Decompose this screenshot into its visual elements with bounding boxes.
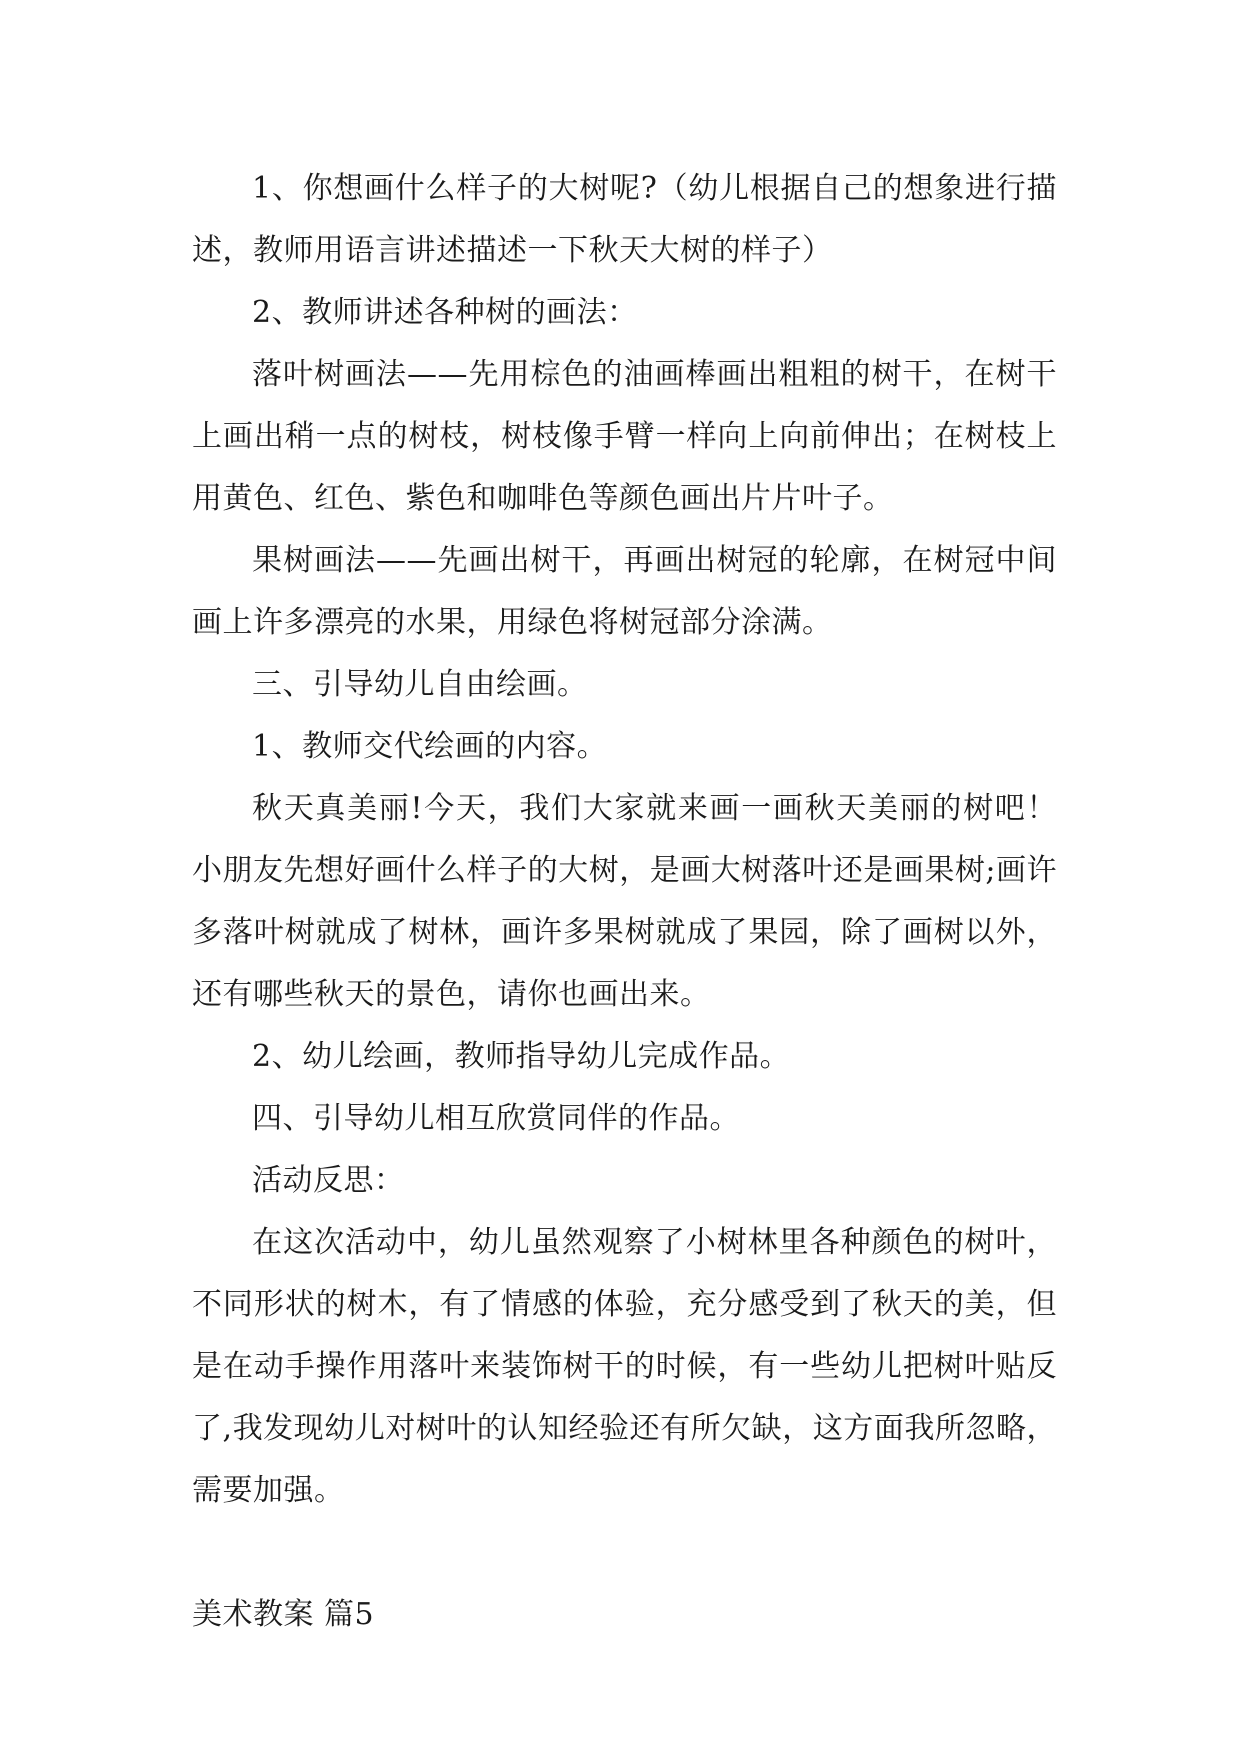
paragraph-content-intro: 1、教师交代绘画的内容。 [252,729,608,764]
paragraph-question: 1、你想画什么样子的大树呢?（幼儿根据自己的想象进行描述，教师用语言讲述描述一下秋天大树的样子） [192,171,1057,268]
paragraph-step-four: 四、引导幼儿相互欣赏同伴的作品。 [252,1101,740,1136]
paragraph-autumn: 秋天真美丽!今天，我们大家就来画一画秋天美丽的树吧！小朋友先想好画什么样子的大树，是画大树落叶还是画果树;画许多落叶树就成了树林，画许多果树就成了果园，除了画树以外，还有哪些秋天的景色，请你也画出来。 [192,791,1057,1012]
paragraph-fruit-tree: 果树画法——先画出树干，再画出树冠的轮廓，在树冠中间画上许多漂亮的水果，用绿色将树冠部分涂满。 [192,543,1057,640]
paragraph-reflection-title: 活动反思： [252,1163,405,1198]
paragraph-methods-intro: 2、教师讲述各种树的画法： [252,295,638,330]
paragraph-step-three: 三、引导幼儿自由绘画。 [252,667,588,702]
paragraph-reflection: 在这次活动中，幼儿虽然观察了小树林里各种颜色的树叶，不同形状的树木，有了情感的体验，充分感受到了秋天的美，但是在动手操作用落叶来装饰树干的时候，有一些幼儿把树叶贴反了,我发现幼儿对树叶的认知经验还有所欠缺，这方面我所忽略，需要加强。 [192,1225,1057,1508]
paragraph-deciduous-tree: 落叶树画法——先用棕色的油画棒画出粗粗的树干，在树干上画出稍一点的树枝，树枝像手臂一样向上向前伸出；在树枝上用黄色、红色、紫色和咖啡色等颜色画出片片叶子。 [192,357,1057,516]
section-heading: 美术教案 篇5 [192,1597,375,1632]
paragraph-children-draw: 2、幼儿绘画，教师指导幼儿完成作品。 [252,1039,791,1074]
document-body [192,158,1057,1646]
